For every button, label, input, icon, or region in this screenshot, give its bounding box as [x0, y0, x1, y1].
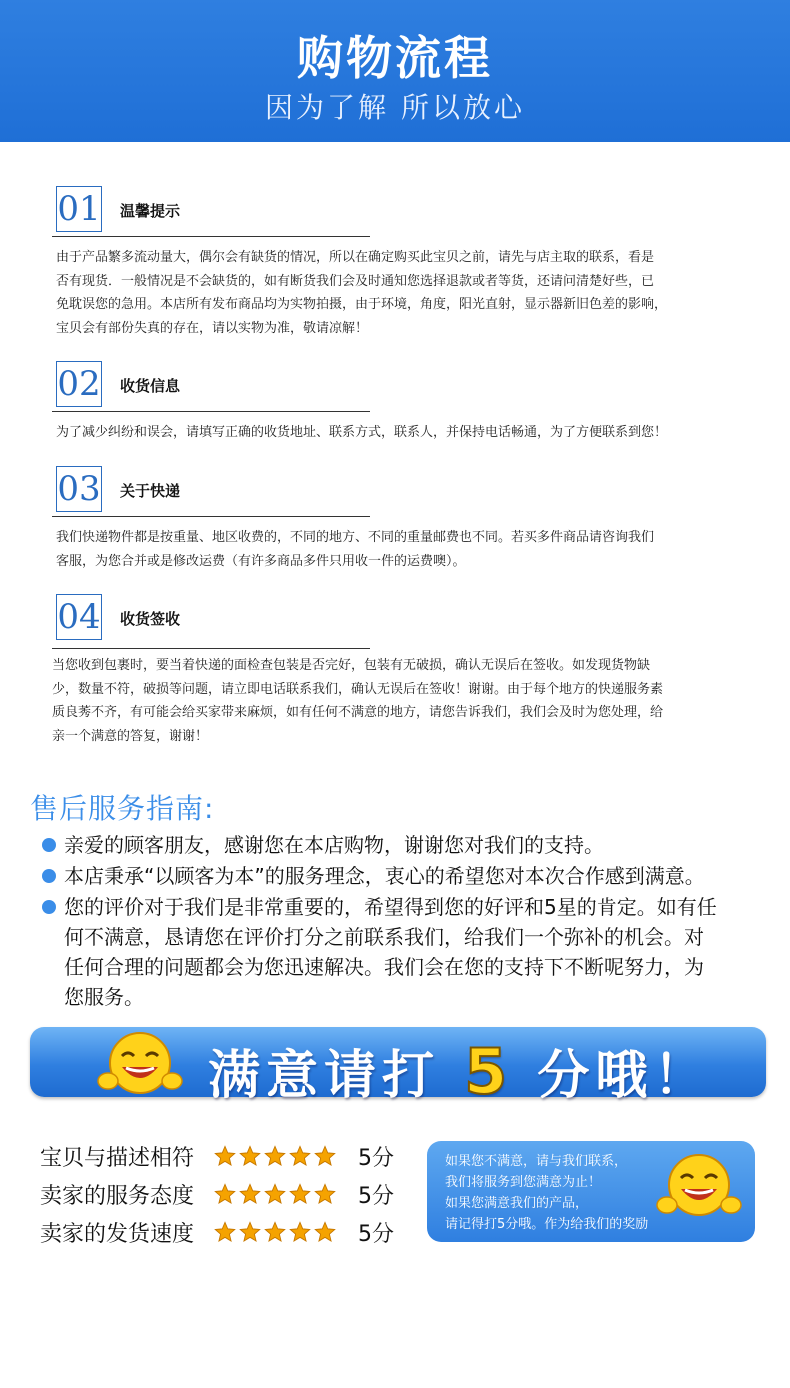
rating-label: 卖家的发货速度	[40, 1222, 195, 1247]
step-number: 03	[56, 466, 102, 512]
step-text-line: 否有现货．一般情况是不会缺货的，如有断货我们会及时通知您选择退款或者等货，还请问清楚好些，已	[56, 273, 655, 289]
step-body	[52, 654, 742, 748]
banner-text-before: 满意请打	[208, 1046, 441, 1106]
step-text-line: 客服，为您合并或是修改运费（有许多商品多件只用收一件的运费噢）。	[56, 553, 466, 569]
step-text-line: 我们快递物件都是按重量、地区收费的，不同的地方、不同的重量邮费也不同。若买多件商品请咨询我们	[56, 530, 655, 545]
note-text	[445, 1151, 675, 1235]
after-sales-text: 任何合理的问题都会为您迅速解决。我们会在您的支持下不断呢努力，为	[64, 955, 704, 979]
star-icon	[239, 1145, 261, 1167]
step-number: 02	[56, 361, 102, 407]
step-text-line: 亲一个满意的答复，谢谢！	[52, 728, 209, 744]
step-text-line: 少，数量不符，破损等问题，请立即电话联系我们，确认无误后在签收！谢谢。由于每个地方的快递服务素	[52, 681, 664, 697]
step-divider	[52, 516, 370, 517]
rating-row	[40, 1141, 400, 1177]
bullet-icon	[42, 869, 56, 883]
step-text-line: 当您收到包裹时，要当着快递的面检查包装是否完好，包装有无破损，确认无误后在签收。如发现货物缺	[52, 658, 651, 673]
bullet-icon	[42, 838, 56, 852]
rating-score: 5分	[358, 1184, 394, 1209]
step-text-line: 由于产品繁多流动量大，偶尔会有缺货的情况，所以在确定购买此宝贝之前，请先与店主取的联系，看是	[56, 250, 655, 265]
page-title: 购物流程	[297, 31, 493, 85]
step-body	[56, 421, 746, 445]
step-text-line: 为了减少纠纷和误会，请填写正确的收货地址、联系方式，联系人，并保持电话畅通，为了方便联系到您！	[56, 425, 668, 440]
star-icon	[214, 1221, 236, 1243]
star-icon	[314, 1145, 336, 1167]
rating-row	[40, 1179, 400, 1215]
rating-stars	[214, 1145, 339, 1167]
star-icon	[264, 1145, 286, 1167]
star-icon	[264, 1221, 286, 1243]
star-icon	[289, 1183, 311, 1205]
page-subtitle: 因为了解 所以放心	[265, 91, 525, 124]
step-divider	[52, 411, 370, 412]
page-header	[0, 0, 790, 142]
star-icon	[264, 1183, 286, 1205]
rating-score: 5分	[358, 1222, 394, 1247]
after-sales-text: 您服务。	[64, 985, 144, 1009]
star-icon	[239, 1183, 261, 1205]
step-body	[56, 526, 746, 573]
after-sales-item	[40, 830, 770, 860]
after-sales-item	[40, 861, 770, 891]
after-sales-title: 售后服务指南:	[30, 792, 215, 825]
rating-stars	[214, 1183, 339, 1205]
star-icon	[314, 1221, 336, 1243]
step-text-line: 免耽误您的急用。本店所有发布商品均为实物拍摄，由于环境，角度，阳光直射，显示器新旧色差的影响，	[56, 297, 668, 312]
star-icon	[314, 1183, 336, 1205]
after-sales-text: 本店秉承“以顾客为本”的服务理念，衷心的希望您对本次合作感到满意。	[64, 864, 705, 888]
step-title: 收货签收	[120, 610, 181, 628]
rating-stars	[214, 1221, 339, 1243]
step-divider	[52, 236, 370, 237]
star-icon	[214, 1183, 236, 1205]
step-body	[56, 246, 746, 340]
banner-five: 5	[464, 1035, 514, 1108]
step-divider	[52, 648, 370, 649]
step-number: 04	[56, 594, 102, 640]
step-title: 温馨提示	[120, 202, 181, 220]
step-title: 关于快递	[120, 482, 181, 500]
after-sales-item	[40, 892, 770, 1012]
star-icon	[289, 1145, 311, 1167]
rating-label: 宝贝与描述相符	[40, 1146, 195, 1171]
note-line: 如果您满意我们的产品，	[445, 1196, 589, 1211]
after-sales-list	[40, 830, 770, 1013]
star-icon	[239, 1221, 261, 1243]
contact-note	[427, 1141, 755, 1242]
rating-label: 卖家的服务态度	[40, 1184, 195, 1209]
note-line: 我们将服务到您满意为止！	[445, 1175, 602, 1190]
after-sales-text: 何不满意，恳请您在评价打分之前联系我们，给我们一个弥补的机会。对	[64, 925, 704, 949]
after-sales-text: 您的评价对于我们是非常重要的，希望得到您的好评和5星的肯定。如有任	[64, 895, 717, 919]
rating-score: 5分	[358, 1146, 394, 1171]
step-number: 01	[56, 186, 102, 232]
laughing-smiley-icon	[651, 1145, 747, 1229]
note-line: 如果您不满意，请与我们联系，	[445, 1154, 628, 1169]
banner-text-after: 分哦！	[537, 1046, 712, 1106]
after-sales-text: 亲爱的顾客朋友，感谢您在本店购物，谢谢您对我们的支持。	[64, 833, 604, 857]
rating-row	[40, 1217, 400, 1253]
bullet-icon	[42, 900, 56, 914]
star-icon	[214, 1145, 236, 1167]
banner-text	[208, 1033, 711, 1108]
rate-five-banner	[30, 1027, 766, 1108]
step-text-line: 质良莠不齐，有可能会给买家带来麻烦，如有任何不满意的地方，请您告诉我们，我们会及时为您处理，给	[52, 705, 664, 720]
laughing-smiley-icon	[92, 1023, 188, 1103]
note-line: 请记得打5分哦。作为给我们的奖励	[445, 1217, 649, 1232]
star-icon	[289, 1221, 311, 1243]
step-title: 收货信息	[120, 377, 181, 395]
step-text-line: 宝贝会有部份失真的存在，请以实物为准，敬请凉解！	[56, 320, 369, 336]
